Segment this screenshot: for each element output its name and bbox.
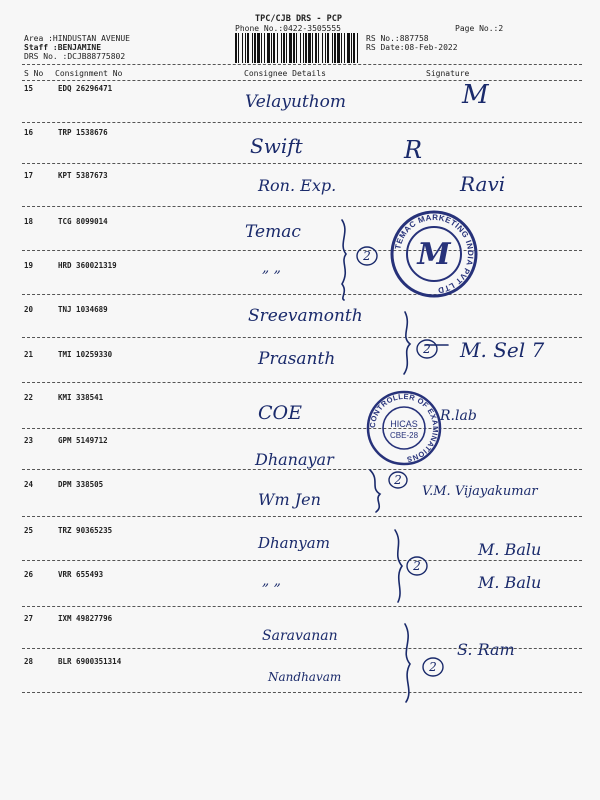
coe-stamp [368, 392, 440, 464]
count-label: 2 [429, 660, 437, 674]
bracket-20-21 [404, 312, 410, 374]
row-23-consignee: Dhanayar [255, 450, 334, 469]
coe-stamp-line1: HICAS [390, 419, 418, 429]
row-18-consignee: Temac [245, 222, 301, 242]
row-19-consignment: HRD 360021319 [58, 261, 117, 270]
row-28-sno: 28 [24, 657, 34, 666]
bracket-25-26 [395, 530, 402, 602]
row-23-consignment: GPM 5149712 [58, 436, 108, 445]
count-label: 2 [394, 473, 402, 487]
row-18-consignment: TCG 8099014 [58, 217, 108, 226]
row-24-sno: 24 [24, 480, 34, 489]
row-26-sno: 26 [24, 570, 34, 579]
row-25-signature: M. Balu [478, 540, 542, 559]
row-27-consignee: Saravanan [262, 628, 338, 644]
col-signature: Signature [426, 69, 470, 78]
drs-number: DRS No. :DCJB88775802 [24, 52, 126, 61]
row-15-sno: 15 [24, 84, 34, 93]
row-19-consignee: „ „ [262, 260, 281, 276]
row-21-sno: 21 [24, 350, 34, 359]
row-27-sno: 27 [24, 614, 34, 623]
row-26-consignment: VRR 655493 [58, 570, 104, 579]
temac-stamp-ring-text: TEMAC MARKETING INDIA PVT LTD [393, 212, 476, 295]
count-label: 2 [413, 559, 421, 573]
row-27-consignment: IXM 49827796 [58, 614, 113, 623]
row-16-signature: R [404, 136, 423, 164]
row-16-consignee: Swift [250, 134, 303, 158]
row-25-sno: 25 [24, 526, 34, 535]
row-25-consignee: Dhanyam [258, 534, 330, 552]
row-22-signature: R.lab [440, 408, 477, 424]
col-consignee: Consignee Details [244, 69, 326, 78]
row-20-consignment: TNJ 1034689 [58, 305, 108, 314]
row-26-consignee: „ „ [262, 573, 281, 589]
row-16-consignment: TRP 1538676 [58, 128, 108, 137]
row-15-consignment: EDQ 26296471 [58, 84, 113, 93]
row-27-signature: S. Ram [457, 640, 515, 659]
phone-number: Phone No.:0422-3505555 [235, 24, 341, 33]
rs-number: RS No.:887758 [366, 34, 429, 43]
row-22-sno: 22 [24, 393, 34, 402]
col-sno: S No [24, 69, 44, 78]
count-label: 2 [423, 342, 431, 356]
row-15-signature: M [462, 80, 489, 110]
row-28-consignee: Nandhavam [268, 670, 342, 684]
page-number: Page No.:2 [455, 24, 504, 33]
row-17-consignee: Ron. Exp. [258, 176, 337, 195]
row-22-consignment: KMI 338541 [58, 393, 104, 402]
sheet-title: TPC/CJB DRS - PCP [255, 14, 342, 24]
row-28-consignment: BLR 6900351314 [58, 657, 122, 666]
row-18-sno: 18 [24, 217, 34, 226]
row-23-sno: 23 [24, 436, 34, 445]
row-15-consignee: Velayuthom [245, 92, 347, 112]
area-label: Area :HINDUSTAN AVENUE [24, 34, 130, 43]
bracket-27-28 [405, 624, 410, 702]
row-22-consignee: COE [258, 402, 302, 424]
count-label: 2 [363, 249, 371, 263]
row-20-sno: 20 [24, 305, 34, 314]
row-20-consignee: Sreevamonth [248, 306, 363, 326]
row-19-sno: 19 [24, 261, 34, 270]
row-21-consignee: Prasanth [258, 349, 336, 369]
row-17-consignment: KPT 5387673 [58, 171, 108, 180]
row-21-consignment: TMI 10259330 [58, 350, 113, 359]
staff-label: Staff :BENJAMINE [24, 43, 102, 52]
coe-stamp-line2: CBE-28 [389, 431, 419, 440]
coe-stamp-ring-text: CONTROLLER OF EXAMINATIONS [367, 391, 441, 464]
row-25-consignment: TRZ 90365235 [58, 526, 113, 535]
row-17-signature: Ravi [460, 172, 506, 196]
bracket-24-25 [370, 470, 380, 512]
row-26-signature: M. Balu [478, 573, 542, 592]
row-24-consignment: DPM 338505 [58, 480, 104, 489]
col-consignment: Consignment No [55, 69, 123, 78]
bracket-18-19 [342, 220, 346, 300]
row-16-sno: 16 [24, 128, 34, 137]
row-24-signature: V.M. Vijayakumar [422, 484, 538, 499]
row-20-signature: M. Sel 7 [460, 338, 545, 362]
temac-stamp [392, 212, 476, 296]
row-24-consignee: Wm Jen [258, 490, 321, 509]
temac-stamp-center: M [417, 237, 451, 272]
rs-date: RS Date:08-Feb-2022 [366, 43, 458, 52]
row-17-sno: 17 [24, 171, 34, 180]
